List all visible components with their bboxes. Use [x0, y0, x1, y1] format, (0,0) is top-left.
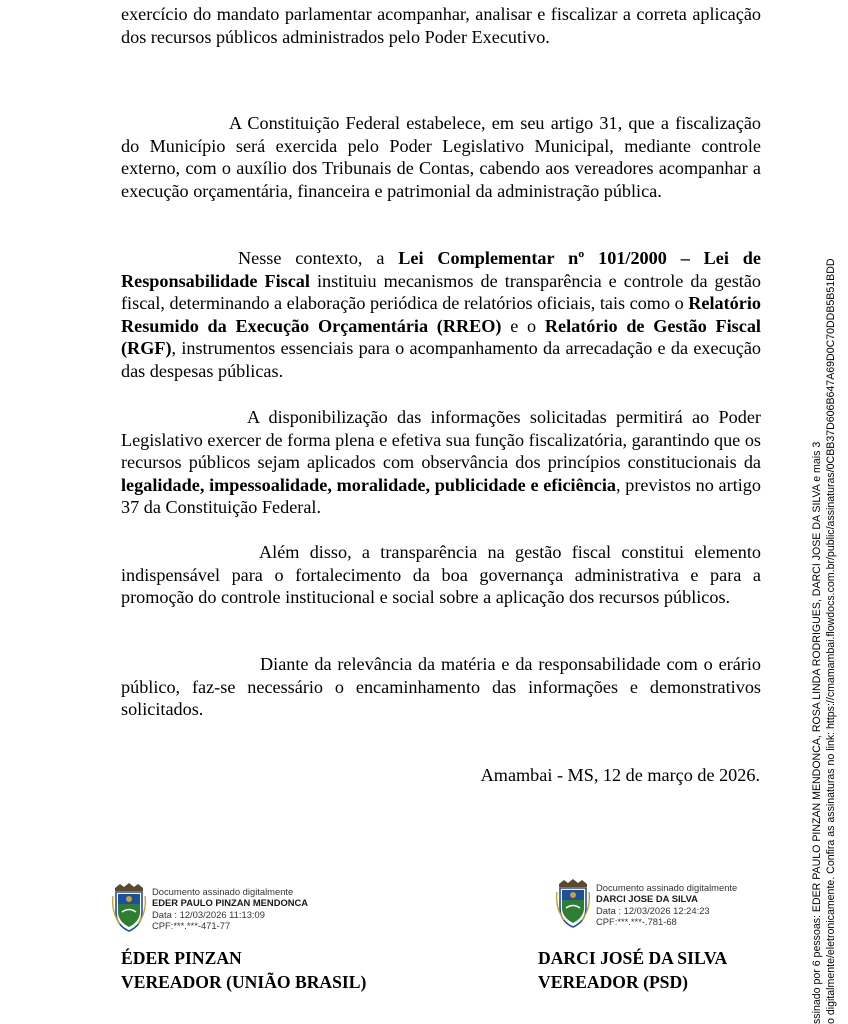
- stamp-cpf: CPF:***.***-471-77: [152, 920, 231, 932]
- text-run: e o: [501, 315, 545, 336]
- stamp-signer-name: EDER PAULO PINZAN MENDONCA: [152, 897, 309, 909]
- signer-name: DARCI JOSÉ DA SILVA: [538, 948, 728, 968]
- stamp-signer-name: DARCI JOSE DA SILVA: [596, 893, 698, 905]
- paragraph-6-text: [121, 654, 761, 719]
- signer-role: VEREADOR (UNIÃO BRASIL): [121, 972, 367, 992]
- side-notice-line-1: ssinado por 6 pessoas: EDER PAULO PINZAN MENDONCA, ROSA LINDA RODRIGUES, DARCI JOSE DA SILVA e mais 3: [811, 441, 823, 1024]
- bold-text-run: legalidade, impessoalidade, moralidade, publicidade e eficiência: [121, 474, 616, 495]
- paragraph-5-text: [121, 542, 761, 607]
- bold-text-run: Relatório de Gestão Fiscal (RGF): [121, 315, 761, 359]
- text-run: A Constituição Federal estabelece, em seu artigo 31, que a fiscalização do Município será exercida pelo Poder Legislativo Municipal, mediante controle externo, com o auxílio dos Tribunais de Contas, cabendo aos vereadores acompanhar a execução orçamentária, financeira e patrimonial da administração pública.: [121, 113, 761, 201]
- stamp-text: [596, 882, 737, 928]
- text-run: A disponibilização das informações solicitadas permitirá ao Poder Legislativo exercer de forma plena e efetiva sua função fiscalizatória, garantindo que os recursos públicos sejam aplicados com observância dos princípios constitucionais da: [121, 407, 761, 473]
- paragraph-4: [121, 406, 761, 519]
- text-run: exercício do mandato parlamentar acompanhar, analisar e fiscalizar a correta aplicação dos recursos públicos administrados pelo Poder Executivo.: [121, 4, 761, 47]
- paragraph-1: [121, 3, 761, 48]
- text-run: Além disso, a transparência na gestão fiscal constitui elemento indispensável para o fortalecimento da boa governança administrativa e para a promoção do controle institucional e social sobre a aplicação dos recursos públicos.: [121, 542, 761, 608]
- paragraph-1-text: [121, 4, 761, 47]
- side-signature-notice: [810, 194, 848, 1024]
- date-line: Amambai - MS, 12 de março de 2026.: [480, 765, 760, 785]
- digital-signature-stamp: [112, 882, 372, 938]
- paragraph-3-text: [121, 248, 761, 381]
- paragraph-3: [121, 247, 761, 383]
- signature-block: [538, 946, 727, 994]
- stamp-label: Documento assinado digitalmente: [152, 886, 294, 897]
- signature-block: [121, 946, 366, 994]
- paragraph-2: [121, 112, 761, 202]
- text-run: instituiu mecanismos de transparência e controle da gestão fiscal, determinando a elaboração periódica de relatórios oficiais, tais como o: [121, 270, 761, 314]
- stamp-text: [152, 886, 308, 932]
- municipal-coat-of-arms-icon: [112, 882, 146, 932]
- bold-text-run: Relatório Resumido da Execução Orçamentária (RREO): [121, 293, 761, 336]
- stamp-date: Data : 12/03/2026 12:24:23: [596, 904, 710, 916]
- text-run: Nesse contexto, a: [238, 248, 399, 268]
- digital-signature-stamp: [556, 878, 816, 934]
- municipal-coat-of-arms-icon: [556, 878, 590, 928]
- text-run: , instrumentos essenciais para o acompanhamento da arrecadação e da execução das despesas públicas.: [121, 338, 761, 381]
- paragraph-2-text: [121, 113, 761, 201]
- stamp-label: Documento assinado digitalmente: [596, 882, 738, 893]
- paragraph-5: [121, 541, 761, 609]
- text-run: Diante da relevância da matéria e da responsabilidade com o erário público, faz-se necessário o encaminhamento das informações e demonstrativos solicitados.: [121, 654, 761, 720]
- bold-text-run: Lei Complementar nº 101/2000 – Lei de Responsabilidade Fiscal: [121, 248, 761, 291]
- signer-name: ÉDER PINZAN: [121, 948, 242, 968]
- paragraph-4-text: [121, 407, 761, 517]
- text-run: , previstos no artigo 37 da Constituição Federal.: [121, 474, 761, 518]
- stamp-cpf: CPF:***.***-.781-68: [596, 916, 677, 928]
- side-notice-line-2[interactable]: o digitalmente/eletronicamente. Confira as assinaturas no link: https://cmamambai.flowdocs.com.br/public/assinaturas/0CBB37D606B647A69D0C70DDB5B51BDD: [825, 258, 837, 1024]
- stamp-date: Data : 12/03/2026 11:13:09: [152, 908, 265, 920]
- paragraph-6: [121, 653, 761, 721]
- signer-role: VEREADOR (PSD): [538, 972, 689, 992]
